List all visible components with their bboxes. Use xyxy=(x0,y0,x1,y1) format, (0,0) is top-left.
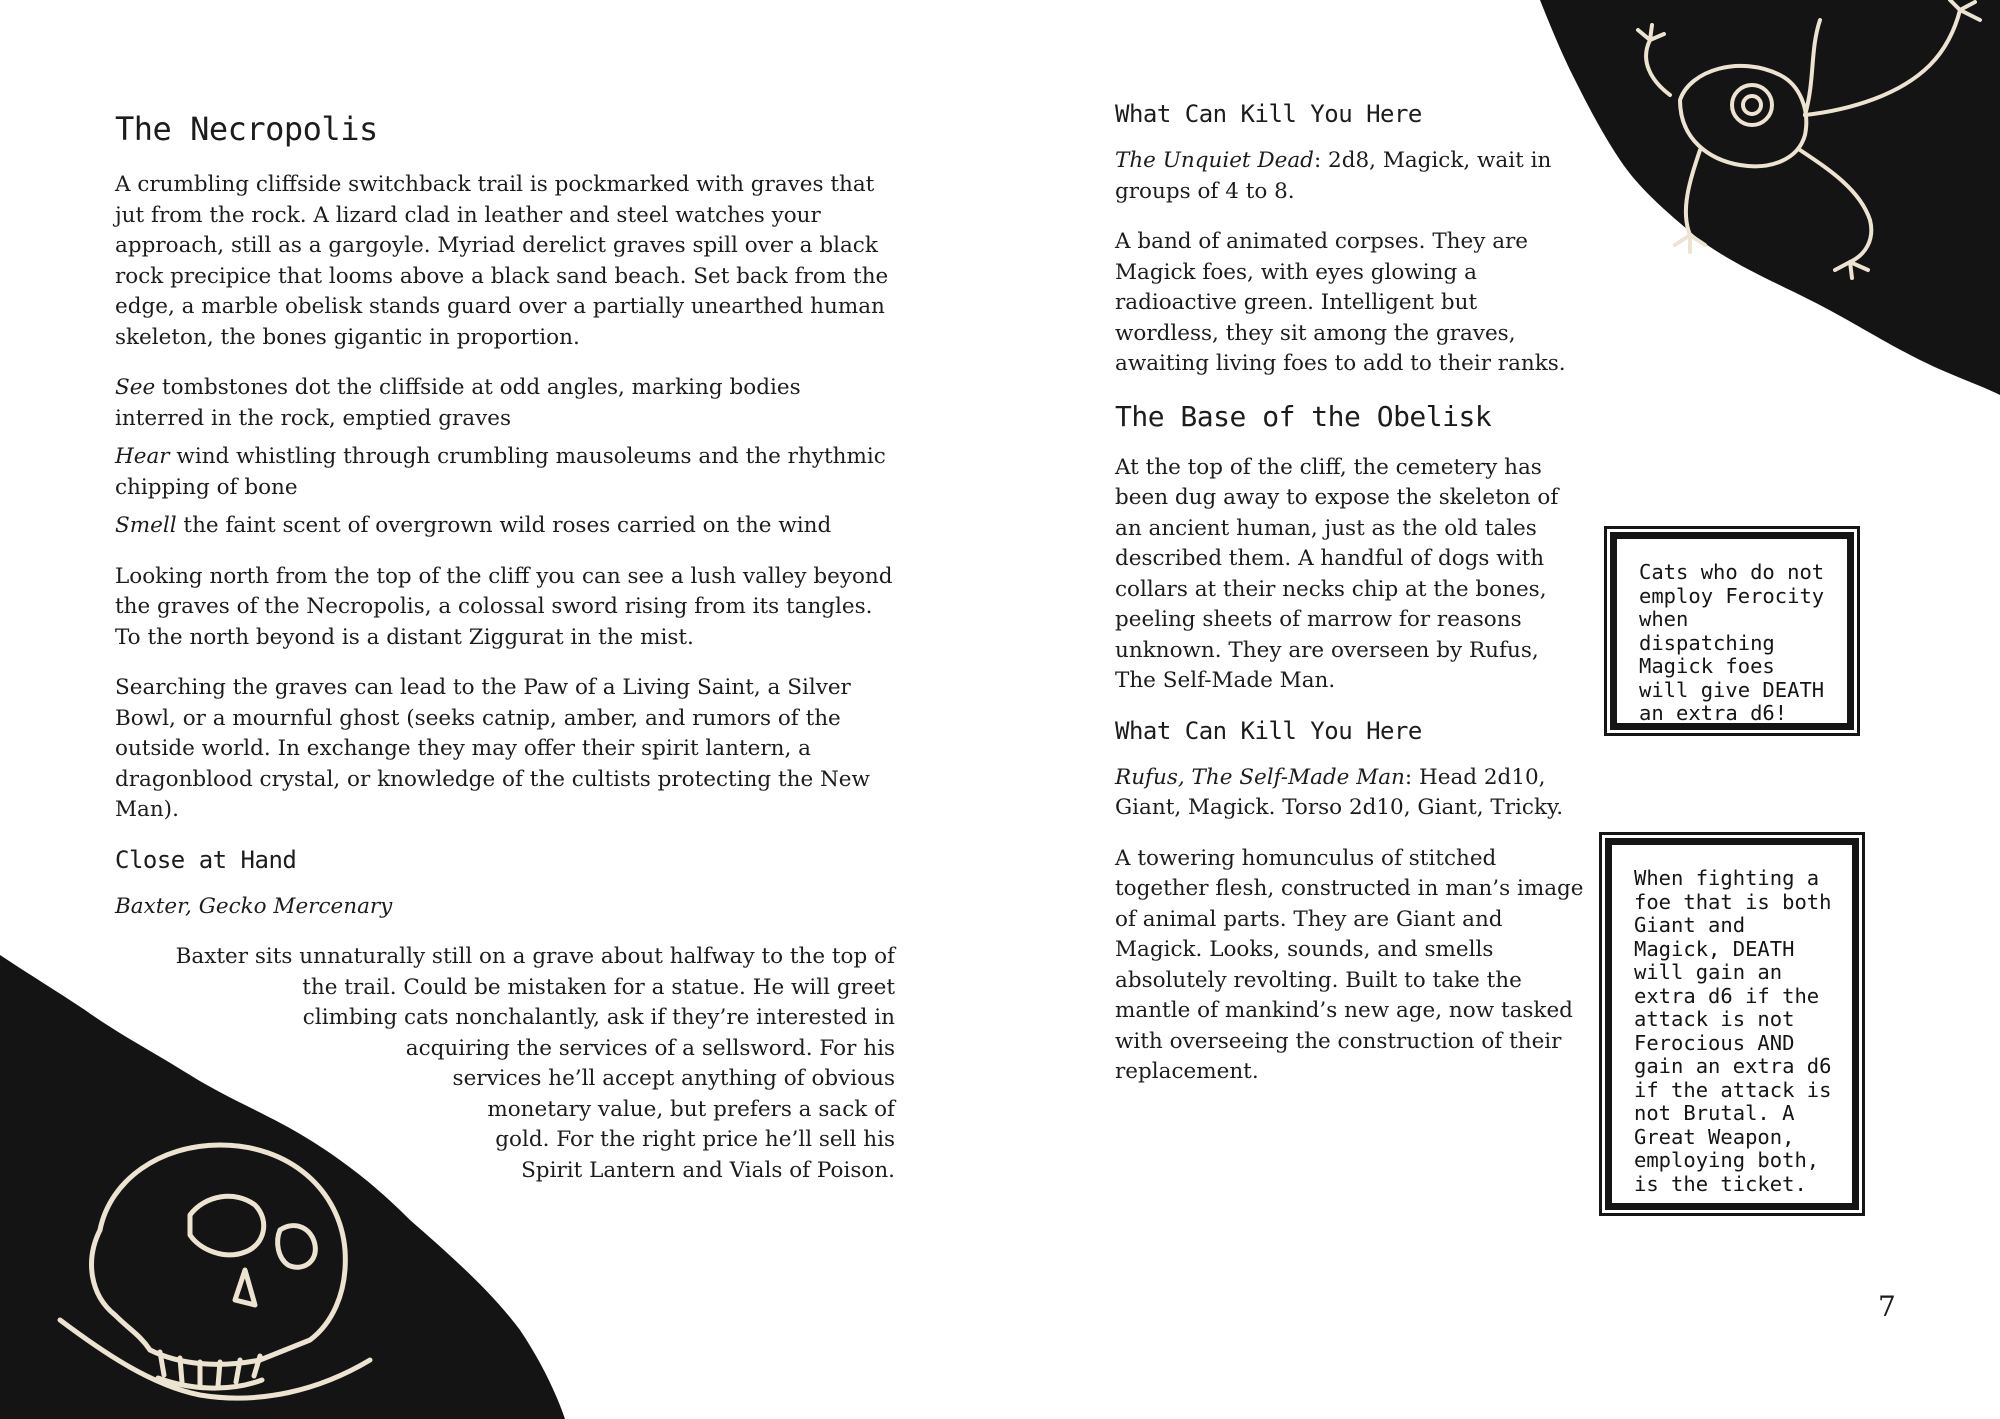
baxter-line: the trail. Could be mistaken for a statue. He will greet xyxy=(302,974,895,1000)
unquiet-stats-text: : 2d8, Magick, wait in groups of 4 to 8. xyxy=(1115,148,1552,204)
searching-paragraph: Searching the graves can lead to the Paw of a Living Saint, a Silver Bowl, or a mournful ghost (seeks catnip, amber, and rumors of the outside world. In exchange they may offer their spirit lantern, a dragonblood crystal, or knowledge of the cultists protecting the New Man). xyxy=(115,675,870,822)
rufus-description: A towering homunculus of stitched together flesh, constructed in man’s image of animal parts. They are Giant and Magick. Looks, sounds, and smells absolutely revolting. Built to take the mantle of mankind’s new age, now tasked with overseeing the construction of their replacement. xyxy=(1115,845,1584,1084)
giant-magick-callout: When fighting a foe that is both Giant and Magick, DEATH will gain an extra d6 if the attack is not Ferocious AND gain an extra d6 if the attack is not Brutal. A Great Weapon, employing both, is the ticket. xyxy=(1605,838,1859,1210)
npc-name xyxy=(115,892,895,923)
sense-label: Smell xyxy=(115,513,177,538)
looking-north-paragraph: Looking north from the top of the cliff you can see a lush valley beyond the graves of the Necropolis, a colossal sword rising from its tangles. To the north beyond is a distant Ziggurat in the mist. xyxy=(115,563,893,650)
sense-hear xyxy=(115,442,895,503)
kill-heading-1: What Can Kill You Here xyxy=(1115,100,1422,128)
baxter-line: Baxter sits unnaturally still on a grave about halfway to the top of xyxy=(175,944,895,969)
sense-see xyxy=(115,373,895,434)
baxter-line: climbing cats nonchalantly, ask if they’re interested in xyxy=(302,1005,895,1030)
rufus-stats-text: : Head 2d10, Giant, Magick. Torso 2d10, Giant, Tricky. xyxy=(1115,764,1564,820)
sense-text: wind whistling through crumbling mausoleums and the rhythmic chipping of bone xyxy=(115,444,886,500)
baxter-line: services he’ll accept anything of obvious xyxy=(452,1066,895,1091)
obelisk-heading: The Base of the Obelisk xyxy=(1115,399,1492,433)
sense-text: tombstones dot the cliffside at odd angles, marking bodies interred in the rock, emptied graves xyxy=(115,375,801,431)
left-column xyxy=(115,100,895,1186)
obelisk-description: At the top of the cliff, the cemetery has been dug away to expose the skeleton of an ancient human, just as the old tales described them. A handful of dogs with collars at their necks chip at the bones, peeling sheets of marrow for reasons unknown. They are overseen by Rufus, The Self-Made Man. xyxy=(1115,454,1559,693)
unquiet-name: The Unquiet Dead xyxy=(1115,148,1314,173)
rufus-name: Rufus, The Self-Made Man xyxy=(1115,764,1405,790)
baxter-line: Spirit Lantern and Vials of Poison. xyxy=(521,1157,895,1183)
right-page-column xyxy=(1115,100,1585,1108)
sense-label: Hear xyxy=(115,444,170,469)
baxter-line: acquiring the services of a sellsword. For his xyxy=(405,1035,895,1061)
sense-label: See xyxy=(115,375,156,400)
unquiet-description: A band of animated corpses. They are Magick foes, with eyes glowing a radioactive green. Intelligent but wordless, they sit among the graves, awaiting living foes to add to their ranks. xyxy=(1115,229,1566,376)
ferocity-callout: Cats who do not employ Ferocity when dispatching Magick foes will give DEATH an extra d6! xyxy=(1610,532,1854,730)
frog-illustration xyxy=(1630,0,2000,290)
baxter-description xyxy=(115,942,895,1186)
page-number: 7 xyxy=(1878,1290,1896,1323)
baxter-line: gold. For the right price he’ll sell his xyxy=(495,1127,895,1152)
unquiet-stats xyxy=(1115,146,1585,207)
close-at-hand-heading: Close at Hand xyxy=(115,845,297,874)
kill-heading-2: What Can Kill You Here xyxy=(1115,716,1422,745)
intro-paragraph: A crumbling cliffside switchback trail is pockmarked with graves that jut from the rock. A lizard clad in leather and steel watches your approach, still as a gargoyle. Myriad derelict graves spill over a black rock precipice that looms above a black sand beach. Set back from the edge, a marble obelisk stands guard over a partially unearthed human skeleton, the bones gigantic in proportion. xyxy=(115,172,889,350)
sense-text: the faint scent of overgrown wild roses carried on the wind xyxy=(176,513,832,538)
rufus-stats xyxy=(1115,763,1585,824)
npc-name-text: Baxter, Gecko Mercenary xyxy=(115,893,393,919)
sense-smell xyxy=(115,511,895,542)
page-title: The Necropolis xyxy=(115,110,378,148)
baxter-line: monetary value, but prefers a sack of xyxy=(487,1096,895,1122)
